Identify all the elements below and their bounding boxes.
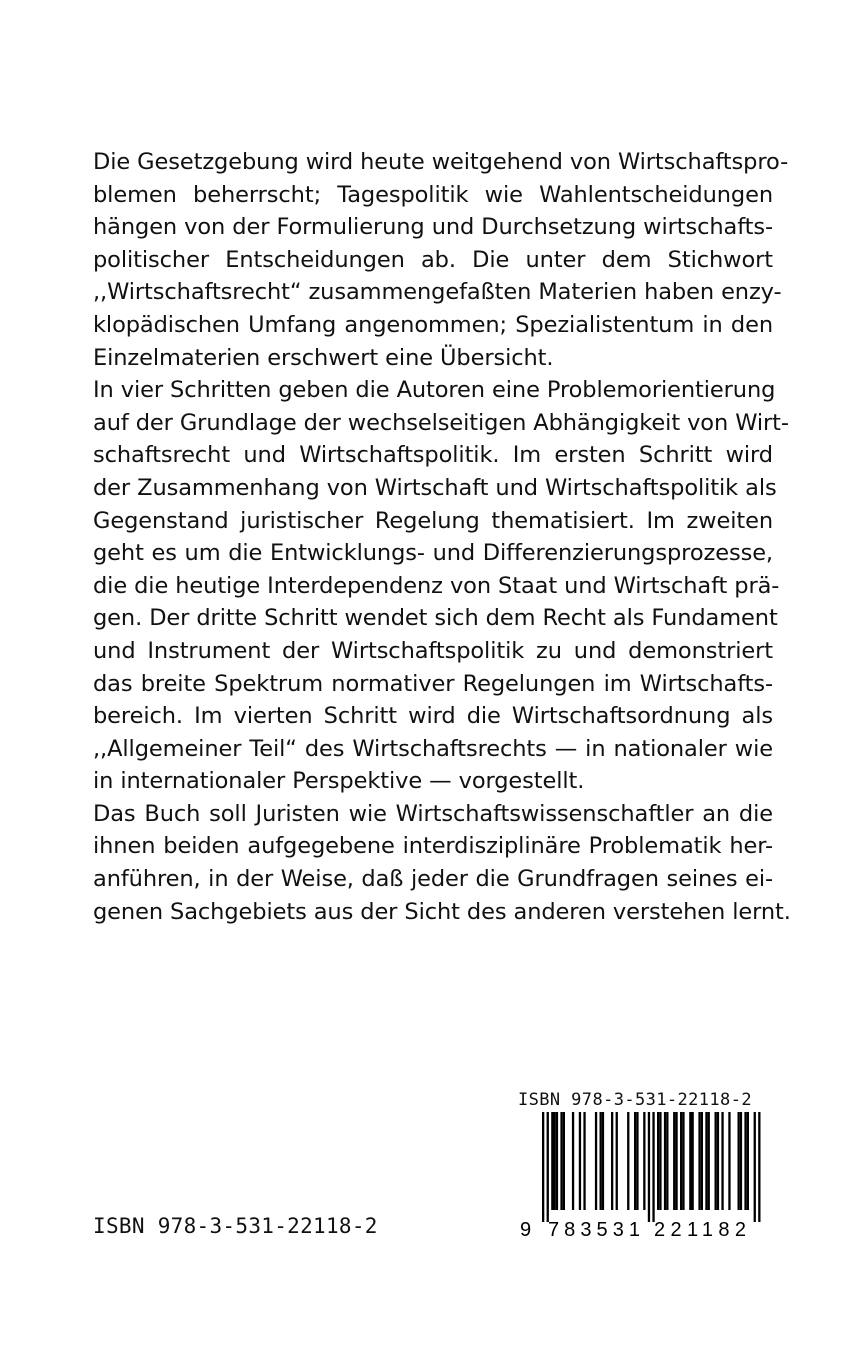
barcode-bar bbox=[754, 1112, 756, 1222]
barcode-bar bbox=[643, 1112, 645, 1210]
barcode-bar bbox=[583, 1112, 585, 1210]
barcode-isbn-label: ISBN 978-3-531-22118-2 bbox=[518, 1090, 752, 1110]
barcode-bar bbox=[692, 1112, 694, 1210]
barcode-bar bbox=[738, 1112, 740, 1210]
barcode-bar bbox=[744, 1112, 746, 1210]
barcode-bar bbox=[698, 1112, 700, 1210]
blurb-text bbox=[93, 146, 791, 928]
blurb-line: Das Buch soll Juristen wie Wirtschaftswissenschaftler an die bbox=[93, 800, 773, 827]
blurb-line: ihnen beiden aufgegebene interdisziplinäre Problematik her- bbox=[93, 833, 773, 860]
blurb-line: ,,Allgemeiner Teil“ des Wirtschaftsrechts — in nationaler wie bbox=[93, 735, 773, 762]
blurb-line: und Instrument der Wirtschaftspolitik zu und demonstriert bbox=[93, 637, 773, 664]
barcode-bar bbox=[717, 1112, 719, 1210]
barcode-bar bbox=[616, 1112, 618, 1210]
barcode-bar bbox=[675, 1112, 677, 1210]
blurb-line: bereich. Im vierten Schritt wird die Wirtschaftsordnung als bbox=[93, 703, 773, 730]
blurb-line: genen Sachgebiets aus der Sicht des anderen verstehen lernt. bbox=[93, 898, 791, 925]
barcode-bar bbox=[634, 1112, 636, 1210]
blurb-line: Einzelmaterien erschwert eine Übersicht. bbox=[93, 344, 554, 371]
barcode-bar bbox=[680, 1112, 682, 1210]
barcode-bar bbox=[659, 1112, 661, 1210]
blurb-line: ,,Wirtschaftsrecht“ zusammengefaßten Materien haben enzy- bbox=[93, 279, 782, 306]
blurb-line: in internationaler Perspektive — vorgestellt. bbox=[93, 768, 585, 795]
barcode-bar bbox=[657, 1112, 659, 1210]
blurb-line: blemen beherrscht; Tagespolitik wie Wahlentscheidungen bbox=[93, 181, 773, 208]
blurb-line: der Zusammenhang von Wirtschaft und Wirtschaftspolitik als bbox=[93, 474, 777, 501]
barcode-bar bbox=[705, 1112, 707, 1210]
barcode-bar bbox=[547, 1112, 549, 1222]
barcode bbox=[518, 1112, 774, 1238]
barcode-bar bbox=[747, 1112, 749, 1210]
blurb-line: In vier Schritten geben die Autoren eine Problemorientierung bbox=[93, 377, 776, 404]
barcode-bar bbox=[664, 1112, 666, 1210]
blurb-line: schaftsrecht und Wirtschaftspolitik. Im ersten Schritt wird bbox=[93, 442, 773, 469]
blurb-line: Gegenstand juristischer Regelung thematisiert. Im zweiten bbox=[93, 507, 773, 534]
barcode-bar bbox=[673, 1112, 675, 1210]
barcode-block bbox=[518, 1090, 774, 1238]
barcode-bar bbox=[666, 1112, 668, 1210]
barcode-bar bbox=[611, 1112, 613, 1210]
barcode-bar bbox=[556, 1112, 558, 1210]
barcode-bar bbox=[560, 1112, 562, 1210]
blurb-line: klopädischen Umfang angenommen; Spezialistentum in den bbox=[93, 311, 773, 338]
barcode-bar bbox=[652, 1112, 654, 1222]
barcode-bar bbox=[554, 1112, 556, 1210]
barcode-bar bbox=[572, 1112, 574, 1210]
barcode-bar bbox=[627, 1112, 629, 1210]
blurb-line: gen. Der dritte Schritt wendet sich dem Recht als Fundament bbox=[93, 605, 778, 632]
barcode-digits-right: 221182 bbox=[654, 1219, 746, 1238]
blurb-line: die die heutige Interdependenz von Staat und Wirtschaft prä- bbox=[93, 572, 780, 599]
blurb-line: politischer Entscheidungen ab. Die unter dem Stichwort bbox=[93, 246, 773, 273]
blurb-line: anführen, in der Weise, daß jeder die Grundfragen seines ei- bbox=[93, 866, 773, 893]
barcode-bar bbox=[721, 1112, 723, 1210]
barcode-bar bbox=[636, 1112, 638, 1210]
barcode-bar bbox=[701, 1112, 703, 1210]
barcode-digits-left: 783531 bbox=[548, 1219, 640, 1238]
barcode-bar bbox=[602, 1112, 604, 1210]
barcode-bar bbox=[551, 1112, 553, 1210]
footer-isbn: ISBN 978-3-531-22118-2 bbox=[93, 1214, 378, 1238]
barcode-bar bbox=[740, 1112, 742, 1210]
barcode-bar bbox=[689, 1112, 691, 1210]
blurb-line: auf der Grundlage der wechselseitigen Abhängigkeit von Wirt- bbox=[93, 409, 789, 436]
blurb-line: hängen von der Formulierung und Durchsetzung wirtschafts- bbox=[93, 214, 773, 241]
blurb-line: Die Gesetzgebung wird heute weitgehend von Wirtschaftspro- bbox=[93, 149, 789, 175]
barcode-bar bbox=[758, 1112, 760, 1222]
barcode-bar bbox=[715, 1112, 717, 1210]
barcode-bar bbox=[600, 1112, 602, 1210]
barcode-bar bbox=[682, 1112, 684, 1210]
barcode-bar bbox=[542, 1112, 544, 1222]
blurb-line: geht es um die Entwicklungs- und Differenzierungsprozesse, bbox=[93, 540, 773, 567]
barcode-digit-first: 9 bbox=[520, 1219, 532, 1238]
barcode-bar bbox=[563, 1112, 565, 1210]
barcode-bar bbox=[708, 1112, 710, 1210]
barcode-bar bbox=[728, 1112, 730, 1210]
barcode-bar bbox=[648, 1112, 650, 1222]
blurb-line: das breite Spektrum normativer Regelungen im Wirtschafts- bbox=[93, 670, 773, 697]
barcode-bar bbox=[579, 1112, 581, 1210]
barcode-bar bbox=[595, 1112, 597, 1210]
